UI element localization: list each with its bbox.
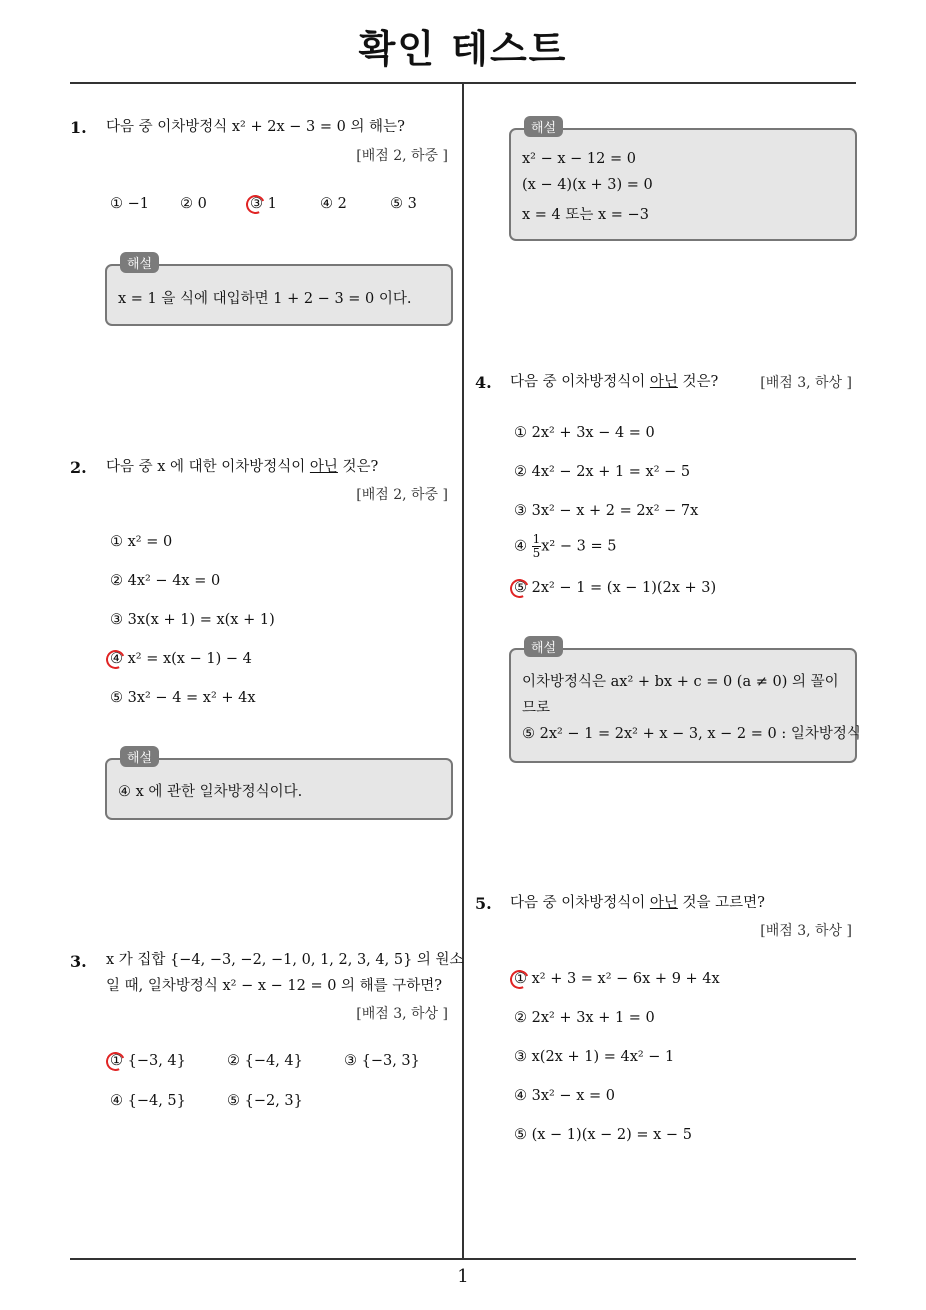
q2-choice-4[interactable]: ④ x² = x(x − 1) − 4 [110,651,252,667]
q2-solution-line: ④ x 에 관한 일차방정식이다. [118,784,303,800]
q3-choice-4[interactable]: ④ {−4, 5} [110,1093,186,1109]
q4-fraction: $\frac{1}{5}$ [532,532,541,560]
column-divider [462,83,464,1260]
q2-solution-tag: 해설 [120,746,159,767]
q4-solution-box [509,648,857,763]
q5-choice-4[interactable]: ④ 3x² − x = 0 [514,1088,615,1104]
q1-choice-3[interactable]: ③ 1 [250,196,277,212]
q5-number: 5. [475,894,492,913]
q2-text: 다음 중 x 에 대한 이차방정식이 아닌 것은? [106,459,379,475]
q3-score: [배점 3, 하상 ] [356,1006,448,1022]
q4-solution-line-2: 므로 [522,700,551,716]
q2-number: 2. [70,458,87,477]
q4-choice-5[interactable]: ⑤ 2x² − 1 = (x − 1)(2x + 3) [514,580,717,596]
q3-number: 3. [70,952,87,971]
q4-choice-1[interactable]: ① 2x² + 3x − 4 = 0 [514,425,655,441]
q3-choice-5[interactable]: ⑤ {−2, 3} [227,1093,303,1109]
q2-choice-5[interactable]: ⑤ 3x² − 4 = x² + 4x [110,690,256,706]
q4-choice-4[interactable]: ④ $\frac{1}{5}$ x² − 3 = 5 [514,532,617,560]
q4-solution-line-3: ⑤ 2x² − 1 = 2x² + x − 3, x − 2 = 0 : 일차방정식 [522,726,861,742]
q3-solution-tag: 해설 [524,116,563,137]
q4-text: 다음 중 이차방정식이 아닌 것은? [510,374,719,390]
q1-choice-2[interactable]: ② 0 [180,196,207,212]
q1-text: 다음 중 이차방정식 x² + 2x − 3 = 0 의 해는? [106,119,405,135]
q2-choice-1[interactable]: ① x² = 0 [110,534,173,550]
q4-number: 4. [475,373,492,392]
q2-choice-2[interactable]: ② 4x² − 4x = 0 [110,573,221,589]
q4-choice-2[interactable]: ② 4x² − 2x + 1 = x² − 5 [514,464,691,480]
q4-solution-line-1: 이차방정식은 ax² + bx + c = 0 (a ≠ 0) 의 꼴이 [522,674,839,690]
q5-choice-3[interactable]: ③ x(2x + 1) = 4x² − 1 [514,1049,675,1065]
q2-choice-3[interactable]: ③ 3x(x + 1) = x(x + 1) [110,612,275,628]
q3-choice-2[interactable]: ② {−4, 4} [227,1053,303,1069]
q1-solution-line: x = 1 을 식에 대입하면 1 + 2 − 3 = 0 이다. [118,291,412,307]
q4-solution-tag: 해설 [524,636,563,657]
q5-choice-2[interactable]: ② 2x² + 3x + 1 = 0 [514,1010,655,1026]
q4-score: [배점 3, 하상 ] [760,375,852,391]
q4-choice-3[interactable]: ③ 3x² − x + 2 = 2x² − 7x [514,503,699,519]
q3-solution-line-2: (x − 4)(x + 3) = 0 [522,177,653,193]
q1-choice-5[interactable]: ⑤ 3 [390,196,417,212]
q3-choice-3[interactable]: ③ {−3, 3} [344,1053,420,1069]
q5-choice-1[interactable]: ① x² + 3 = x² − 6x + 9 + 4x [514,971,720,987]
q1-score: [배점 2, 하중 ] [356,148,448,164]
q3-text-line2: 일 때, 일차방정식 x² − x − 12 = 0 의 해를 구하면? [106,978,443,994]
q5-score: [배점 3, 하상 ] [760,923,852,939]
q3-solution-line-1: x² − x − 12 = 0 [522,151,636,167]
q1-number: 1. [70,118,87,137]
q3-text-line1: x 가 집합 {−4, −3, −2, −1, 0, 1, 2, 3, 4, 5} 의 원소 [106,952,464,968]
footer-rule [70,1258,856,1260]
page-title: 확인 테스트 [358,27,568,71]
q3-choice-1[interactable]: ① {−3, 4} [110,1053,186,1069]
q3-solution-line-3: x = 4 또는 x = −3 [522,207,649,223]
q5-choice-5[interactable]: ⑤ (x − 1)(x − 2) = x − 5 [514,1127,692,1143]
q1-choice-1[interactable]: ① −1 [110,196,149,212]
q1-choice-4[interactable]: ④ 2 [320,196,347,212]
q2-score: [배점 2, 하중 ] [356,487,448,503]
q1-solution-tag: 해설 [120,252,159,273]
page-number: 1 [457,1266,469,1287]
q5-text: 다음 중 이차방정식이 아닌 것을 고르면? [510,895,765,911]
